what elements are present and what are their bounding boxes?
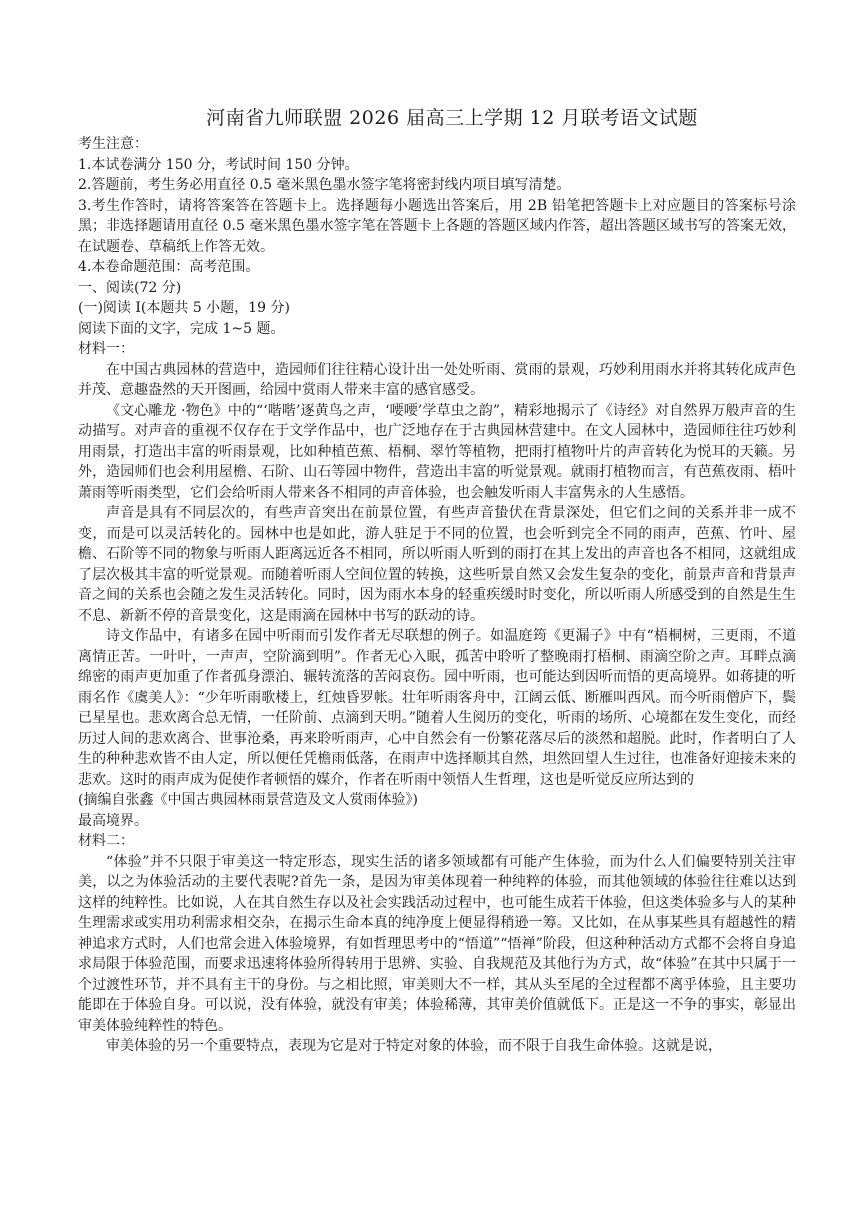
material1-tail: 最高境界。: [78, 812, 148, 829]
page-title: 河南省九师联盟 2026 届高三上学期 12 月联考语文试题: [206, 107, 698, 129]
material1-paragraph: 在中国古典园林的营造中，造园师们往往精心设计出一处处听雨、赏雨的景观，巧妙利用雨水并将其转化成声色并茂、意趣盎然的天开图画，给园中赏雨人带来丰富的感官感受。: [78, 361, 796, 398]
material1-paragraph: 诗文作品中，有诸多在园中听雨而引发作者无尽联想的例子。如温庭筠《更漏子》中有“梧桐树，三更雨，不道离情正苦。一叶叶，一声声，空阶滴到明”。作者无心入眠，孤苦中聆听了整晚雨打梧桐、雨滴空阶之声。耳畔点滴绵密的雨声更加重了作者孤身漂泊、辗转流落的苦闷哀伤。园中听雨，也可能达到因听而悟的更高境界。如蒋捷的听雨名作《虞美人》：“少年听雨歌楼上，红烛昏罗帐。壮年听雨客舟中，江阔云低、断雁叫西风。而今听雨僧庐下，鬓已星星也。悲欢离合总无情，一任阶前、点滴到天明。”随着人生阅历的变化，听雨的场所、心境都在发生变化，而经历过人间的悲欢离合、世事沧桑，再来聆听雨声，心中自然会有一份繁花落尽后的淡然和超脱。此时，作者明白了人生的种种悲欢皆不由人定，所以便任凭檐雨低落，在雨声中选择顺其自然，坦然回望人生过往，也准备好迎接未来的悲欢。这时的雨声成为促使作者顿悟的媒介，作者在听雨中领悟人生哲理，这也是听觉反应所达到的: [78, 628, 796, 788]
notice-item-2: 2.答题前，考生务必用直径 0.5 毫米黑色墨水签字笔将密封线内项目填写清楚。: [78, 177, 571, 193]
material2-paragraph: “体验”并不只限于审美这一特定形态，现实生活的诸多领域都有可能产生体验，而为什么人们偏要特别关注审美，以之为体验活动的主要代表呢?首先一条，是因为审美体现着一种纯粹的体验，而其他领域的体验往往难以达到这样的纯粹性。比如说，人在其自然生存以及社会实践活动过程中，也可能生成若干体验，但这类体验多与人的某种生理需求或实用功利需求相交杂，在揭示生命本真的纯净度上便显得稍逊一筹。又比如，在从事某些具有超越性的精神追求方式时，人们也常会进入体验境界，有如哲理思考中的“悟道”“悟禅”阶段，但这种种活动方式都不会将自身追求局限于体验范围，而要求迅速将体验所得转用于思辨、实验、自我规范及其他行为方式，故“体验”在其中只属于一个过渡性环节，并不具有主干的身份。与之相比照，审美则大不一样，其从头至尾的全过程都不离乎体验，且主要功能即在于体验自身。可以说，没有体验，就没有审美；体验稀薄，其审美价值就低下。正是这一不争的事实，彰显出审美体验纯粹性的特色。: [78, 853, 796, 1034]
notice-item-1: 1.本试卷满分 150 分，考试时间 150 分钟。: [78, 156, 359, 173]
notice-heading: 考生注意：: [78, 136, 148, 152]
material1-label: 材料一：: [78, 341, 134, 357]
material2-label: 材料二：: [78, 833, 134, 849]
material1-paragraph: 《文心雕龙 ·物色》中的“‘喈喈’逐黄鸟之声，‘喓喓’学草虫之韵”，精彩地揭示了《诗经》对自然界万般声音的生动描写。对声音的重视不仅存在于文学作品中，也广泛地存在于古典园林营建中。在文人园林中，造园师往往巧妙利用雨景，打造出丰富的听雨景观，比如种植芭蕉、梧桐、翠竹等植物，把雨打植物叶片的声音转化为悦耳的天籁。另外，造园师们也会利用屋檐、石阶、山石等园中物件，营造出丰富的听觉景观。就雨打植物而言，有芭蕉夜雨、梧叶萧雨等听雨类型，它们会给听雨人带来各不相同的声音体验，也会触发听雨人丰富隽永的人生感悟。: [78, 402, 796, 501]
notice-item-3: 3.考生作答时，请将答案答在答题卡上。选择题每小题选出答案后，用 2B 铅笔把答题卡上对应题目的答案标号涂黑；非选择题请用直径 0.5 毫米黑色墨水签字笔在答题卡上各题的答题区域内作答，超出答题区域书写的答案无效，在试题卷、草稿纸上作答无效。: [78, 197, 796, 255]
material2-paragraph: 审美体验的另一个重要特点，表现为它是对于特定对象的体验，而不限于自我生命体验。这就是说，: [106, 1038, 722, 1054]
section-heading: 一、阅读(72 分): [78, 279, 182, 296]
notice-item-4: 4.本卷命题范围：高考范围。: [78, 259, 260, 275]
section-sub-heading: (一)阅读 I(本题共 5 小题，19 分): [78, 300, 290, 316]
exam-page: [78, 104, 796, 1057]
section-instruction: 阅读下面的文字，完成 1~5 题。: [78, 320, 285, 337]
material1-source: (摘编自张鑫《中国古典园林雨景营造及文人赏雨体验》): [78, 792, 418, 808]
material1-paragraph: 声音是具有不同层次的，有些声音突出在前景位置，有些声音蛰伏在背景深处，但它们之间的关系并非一成不变，而是可以灵活转化的。园林中也是如此，游人驻足于不同的位置，也会听到完全不同的雨声，芭蕉、竹叶、屋檐、石阶等不同的物象与听雨人距离远近各不相同，所以听雨人听到的雨打在其上发出的声音也各不相同，这就组成了层次极其丰富的听觉景观。而随着听雨人空间位置的转换，这些听景自然又会发生复杂的变化，前景声音和背景声音之间的关系也会随之发生灵活转化。同时，因为雨水本身的轻重疾缓时时变化，所以听雨人所感受到的自然是生生不息、新新不停的音景变化，这是雨滴在园林中书写的跃动的诗。: [78, 505, 796, 624]
